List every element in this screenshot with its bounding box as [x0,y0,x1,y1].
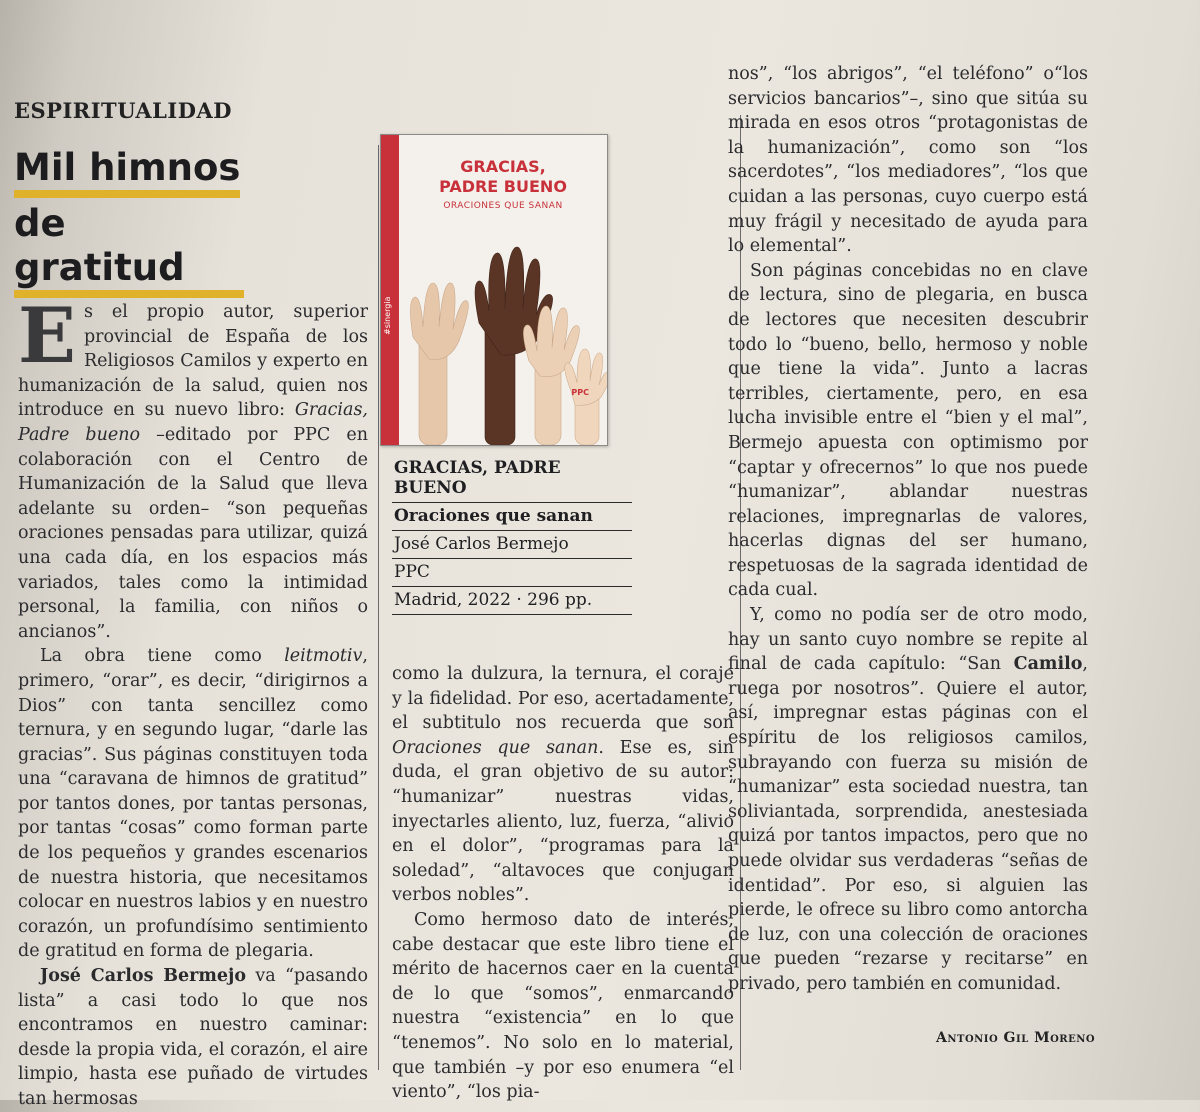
raised-hands-illustration [399,215,607,445]
byline: Antonio Gil Moreno [936,1030,1096,1046]
spine-text: #sinergia [383,296,392,335]
paragraph [392,662,734,908]
text: , primero, “orar”, es decir, “dirigirnos a Dios” con tanta sencillez como ternura, y en segundo lugar, “darle las gracias”. Sus páginas constituyen toda una “caravana de himnos de gratitud” por tantos dones, por tantas personas, por tantas “cosas” como forman parte de los pequeños y grandes escenarios de nuestra historia, que necesitamos colocar en nuestros labios y en nuestro corazón, un profundísimo sentimiento de gratitud en forma de plegaria. [18,646,368,962]
cover-title-line-2: PADRE BUENO [439,177,567,196]
spec-author: José Carlos Bermejo [392,531,632,559]
text: Y, como no podía ser de otro modo, hay un santo cuyo nombre se repite al final de cada capítulo: “San [728,605,1088,675]
cover-title-line-1: GRACIAS, [460,157,546,176]
text: s el propio autor, superior provincial de España de los Religiosos Camilos y experto en humanización de la salud, quien nos introduce en su nuevo libro: [18,302,368,421]
text: va “pasando lista” a casi todo lo que nos encontramos en nuestro caminar: desde la propia vida, el corazón, el aire limpio, hasta ese puñado de virtudes tan hermosas [18,966,368,1109]
column-1 [18,291,368,1112]
section-label: ESPIRITUALIDAD [14,98,232,123]
subtitle-italic: Oraciones que sanan [392,737,599,758]
book-cover-image [380,134,608,446]
paragraph: Son páginas concebidas no en clave de lectura, sino de plegaria, en busca de lectores que necesiten descubrir todo lo “bueno, bello, hermoso y noble que tiene la vida”. Junto a lacras terribles, ciertamente, pero, en esa lucha invisible entre el “bien y el mal”, Bermejo apuesta con optimismo por “captar y ofrecernos” lo que nos puede “humanizar”, ablandar nuestras relaciones, impregnarlas de valores, hacerlas dignas del ser humano, respetuosas de la sagrada identidad de cada cual. [728,260,1088,601]
cover-spine [381,135,399,445]
italic-term: leitmotiv [284,646,363,667]
saint-name-bold: Camilo [1013,654,1083,675]
spec-publisher: PPC [392,559,632,587]
column-2 [392,662,734,1105]
book-specs [392,455,632,615]
cover-subtitle: ORACIONES QUE SANAN [443,201,563,211]
paragraph [18,644,368,964]
spec-place-year: Madrid, 2022 · 296 pp. [392,587,632,615]
paragraph [18,964,368,1112]
title-line-1: Mil himnos [14,146,240,198]
book-title-italic: Gracias, Padre bueno [18,400,368,445]
paragraph: Como hermoso dato de interés, cabe destacar que este libro tiene el mérito de hacernos caer en la cuenta de lo que “somos”, enmarcando nuestra “existencia” en lo que “tenemos”. No solo en lo material, que también –y por eso enumera “el viento”, “los pia- [392,909,734,1103]
cover-publisher: PPC [571,388,589,397]
title-line-2: de gratitud [14,202,244,298]
text: , ruega por nosotros”. Quiere el autor, así, impregnar estas páginas con el espíritu de los religiosos camilos, subrayando con fuerza su misión de “humanizar” esta sociedad nuestra, tan soliviantada, sorprendida, anestesiada quizá por tantos impactos, pero que no puede olvidar sus verdaderas “señas de identidad”. Por eso, si alguien las pierde, le ofrece su libro como antorcha de luz, con una colección de oraciones que pueden “rezarse y recitarse” en privado, pero también en comunidad. [728,654,1088,994]
author-name-bold: José Carlos Bermejo [40,966,247,987]
text: –editado por PPC en colaboración con el Centro de Humanización de la Salud que lleva adelante su orden– “son pequeñas oraciones pensadas para utilizar, quizá una cada día, en los espacios más variados, tales como la intimidad personal, la familia, con niños o ancianos”. [18,424,368,642]
spec-title: GRACIAS, PADRE BUENO [392,455,632,503]
text: como la dulzura, la ternura, el coraje y la fidelidad. Por eso, acertadamente, el subtitulo nos recuerda que son [392,664,734,734]
paragraph [728,603,1088,997]
spec-subtitle: Oraciones que sanan [392,503,632,531]
text: La obra tiene como [40,646,285,667]
drop-cap: E [18,291,76,380]
column-divider-1 [378,145,379,1070]
paragraph: nos”, “los abrigos”, “el teléfono” o“los servicios bancarios”–, sino que sitúa su mirada en esos otros “protagonistas de la humanización”, como son “los sacerdotes”, “los mediadores”, “los que cuidan a las personas, cuyo cuerpo está muy frágil y necesitado de ayuda para lo elemental”. [728,64,1088,257]
cover-title [399,157,607,197]
column-3 [728,62,1088,997]
article-title [14,142,244,302]
paragraph [18,291,368,644]
text: . Ese es, sin duda, el gran objetivo de su autor: “humanizar” nuestras vidas, inyectarles aliento, luz, fuerza, “alivio en el dolor”, “programas para la soledad”, “altavoces que conjugan verbos nobles”. [392,737,734,906]
